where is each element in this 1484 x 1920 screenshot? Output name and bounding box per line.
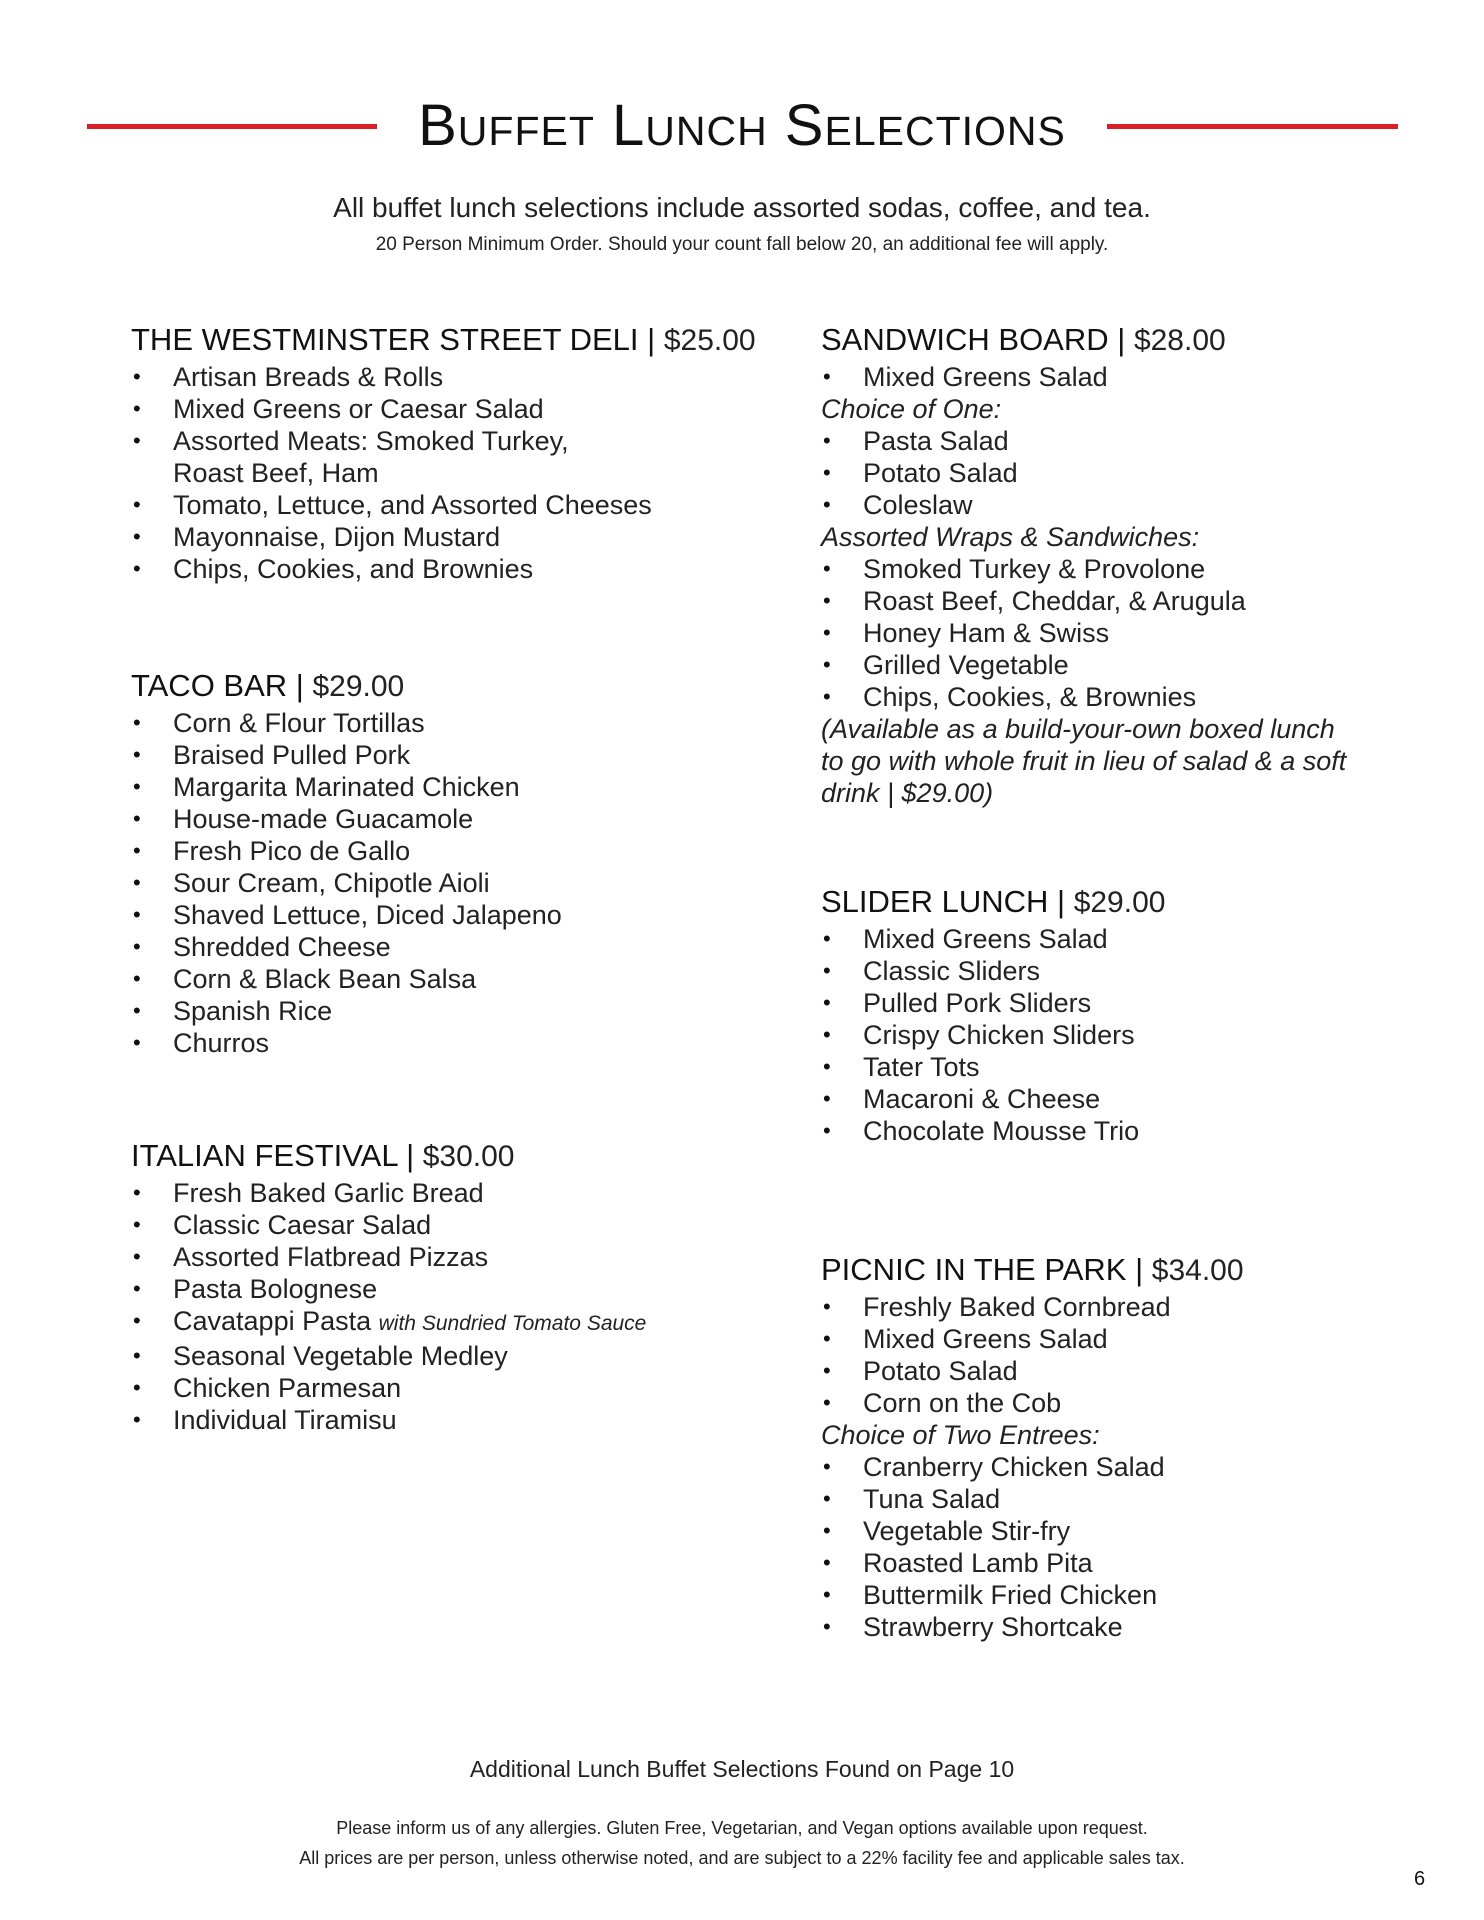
list-item: • Classic Caesar Salad	[131, 1209, 751, 1241]
list-item: • Chocolate Mousse Trio	[821, 1115, 1381, 1147]
item-note: with Sundried Tomato Sauce	[378, 1312, 647, 1335]
list-item: • Mayonnaise, Dijon Mustard	[131, 521, 751, 553]
list-item: • Margarita Marinated Chicken	[131, 771, 751, 803]
list-item: • Classic Sliders	[821, 955, 1381, 987]
title-row	[0, 88, 1484, 164]
list-item: • Mixed Greens or Caesar Salad	[131, 393, 751, 425]
list-item: • Vegetable Stir-fry	[821, 1515, 1381, 1547]
menu-list	[131, 361, 751, 585]
item-label: Cavatappi Pasta	[173, 1306, 372, 1336]
menu-list	[821, 1451, 1381, 1643]
section-name: TACO BAR	[131, 668, 288, 703]
section-italian-festival	[131, 1136, 751, 1436]
list-item: • Crispy Chicken Sliders	[821, 1019, 1381, 1051]
list-item: • Roast Beef, Cheddar, & Arugula	[821, 585, 1381, 617]
list-item: • Pasta Salad	[821, 425, 1381, 457]
wraps-label: Assorted Wraps & Sandwiches:	[821, 522, 1200, 552]
title-rule-right	[1107, 124, 1398, 129]
list-item: • Corn & Black Bean Salsa	[131, 963, 751, 995]
boxed-lunch-note: (Available as a build-your-own boxed lunch to go with whole fruit in lieu of salad & a soft drink | $29.00)	[821, 714, 1347, 808]
section-name: ITALIAN FESTIVAL	[131, 1138, 398, 1173]
list-item: • Shaved Lettuce, Diced Jalapeno	[131, 899, 751, 931]
section-name: THE WESTMINSTER STREET DELI	[131, 322, 639, 357]
list-item: • Fresh Pico de Gallo	[131, 835, 751, 867]
list-item: • Chips, Cookies, and Brownies	[131, 553, 751, 585]
list-item: • Pasta Bolognese	[131, 1273, 751, 1305]
list-item: • Strawberry Shortcake	[821, 1611, 1381, 1643]
page-title: Buffet Lunch Selections	[418, 93, 1066, 158]
section-heading: THE WESTMINSTER STREET DELI | $25.00	[131, 322, 756, 357]
list-item: • Assorted Flatbread Pizzas	[131, 1241, 751, 1273]
list-item: • Honey Ham & Swiss	[821, 617, 1381, 649]
list-item: • House-made Guacamole	[131, 803, 751, 835]
list-item: • Coleslaw	[821, 489, 1381, 521]
title-rule-left	[87, 124, 377, 129]
section-sandwich-board	[821, 320, 1381, 809]
section-heading: TACO BAR | $29.00	[131, 668, 405, 703]
section-heading: PICNIC IN THE PARK | $34.00	[821, 1252, 1244, 1287]
section-name: SANDWICH BOARD	[821, 322, 1109, 357]
list-item: • Shredded Cheese	[131, 931, 751, 963]
section-slider-lunch	[821, 882, 1381, 1147]
section-taco-bar	[131, 666, 751, 1059]
menu-list	[821, 923, 1381, 1147]
section-picnic-in-the-park	[821, 1250, 1381, 1643]
list-item: • Roasted Lamb Pita	[821, 1547, 1381, 1579]
section-price: $28.00	[1133, 324, 1226, 357]
list-item: • Seasonal Vegetable Medley	[131, 1340, 751, 1372]
choice-label: Choice of One:	[821, 394, 1002, 424]
section-price: $29.00	[1073, 886, 1166, 919]
section-price: $29.00	[312, 670, 405, 703]
list-item: • Tomato, Lettuce, and Assorted Cheeses	[131, 489, 751, 521]
section-heading: SLIDER LUNCH | $29.00	[821, 884, 1166, 919]
section-price: $34.00	[1151, 1254, 1244, 1287]
choice-label: Choice of Two Entrees:	[821, 1420, 1100, 1450]
list-item: • Churros	[131, 1027, 751, 1059]
page-number: 6	[1414, 1868, 1426, 1890]
intro-text: All buffet lunch selections include assorted sodas, coffee, and tea.	[333, 192, 1151, 223]
list-item: • Sour Cream, Chipotle Aioli	[131, 867, 751, 899]
list-item: • Chicken Parmesan	[131, 1372, 751, 1404]
list-item	[131, 1305, 751, 1340]
list-item: • Corn & Flour Tortillas	[131, 707, 751, 739]
section-name: PICNIC IN THE PARK	[821, 1252, 1127, 1287]
section-price: $30.00	[422, 1140, 515, 1173]
section-westminster-deli	[131, 320, 756, 585]
list-item: • Potato Salad	[821, 1355, 1381, 1387]
menu-list	[821, 553, 1381, 713]
list-item: • Macaroni & Cheese	[821, 1083, 1381, 1115]
list-item: • Assorted Meats: Smoked Turkey, Roast Beef, Ham	[131, 425, 603, 489]
list-item: • Individual Tiramisu	[131, 1404, 751, 1436]
list-item: • Tuna Salad	[821, 1483, 1381, 1515]
list-item: • Pulled Pork Sliders	[821, 987, 1381, 1019]
minimum-order-note: 20 Person Minimum Order. Should your count fall below 20, an additional fee will apply.	[375, 234, 1109, 255]
list-item: • Tater Tots	[821, 1051, 1381, 1083]
list-item: • Spanish Rice	[131, 995, 751, 1027]
list-item: • Corn on the Cob	[821, 1387, 1381, 1419]
list-item: • Fresh Baked Garlic Bread	[131, 1177, 751, 1209]
list-item: • Grilled Vegetable	[821, 649, 1381, 681]
list-item: • Mixed Greens Salad	[821, 923, 1381, 955]
list-item: • Buttermilk Fried Chicken	[821, 1579, 1381, 1611]
list-item: • Potato Salad	[821, 457, 1381, 489]
list-item: • Chips, Cookies, & Brownies	[821, 681, 1381, 713]
menu-list	[821, 1291, 1381, 1419]
list-item: • Artisan Breads & Rolls	[131, 361, 751, 393]
list-item: • Braised Pulled Pork	[131, 739, 751, 771]
section-heading: ITALIAN FESTIVAL | $30.00	[131, 1138, 515, 1173]
menu-list	[821, 425, 1381, 521]
section-heading: SANDWICH BOARD | $28.00	[821, 322, 1226, 357]
menu-list	[821, 361, 1381, 393]
menu-list	[131, 1177, 751, 1436]
list-item: • Cranberry Chicken Salad	[821, 1451, 1381, 1483]
allergy-note: Please inform us of any allergies. Gluten Free, Vegetarian, and Vegan options available upon request.	[336, 1818, 1148, 1838]
list-item: • Freshly Baked Cornbread	[821, 1291, 1381, 1323]
section-name: SLIDER LUNCH	[821, 884, 1049, 919]
list-item: • Mixed Greens Salad	[821, 1323, 1381, 1355]
menu-list	[131, 707, 751, 1059]
list-item: • Mixed Greens Salad	[821, 361, 1381, 393]
section-price: $25.00	[663, 324, 756, 357]
pricing-note: All prices are per person, unless otherwise noted, and are subject to a 22% facility fee and applicable sales tax.	[299, 1848, 1185, 1868]
list-item: • Smoked Turkey & Provolone	[821, 553, 1381, 585]
additional-selections-note: Additional Lunch Buffet Selections Found on Page 10	[469, 1756, 1015, 1782]
